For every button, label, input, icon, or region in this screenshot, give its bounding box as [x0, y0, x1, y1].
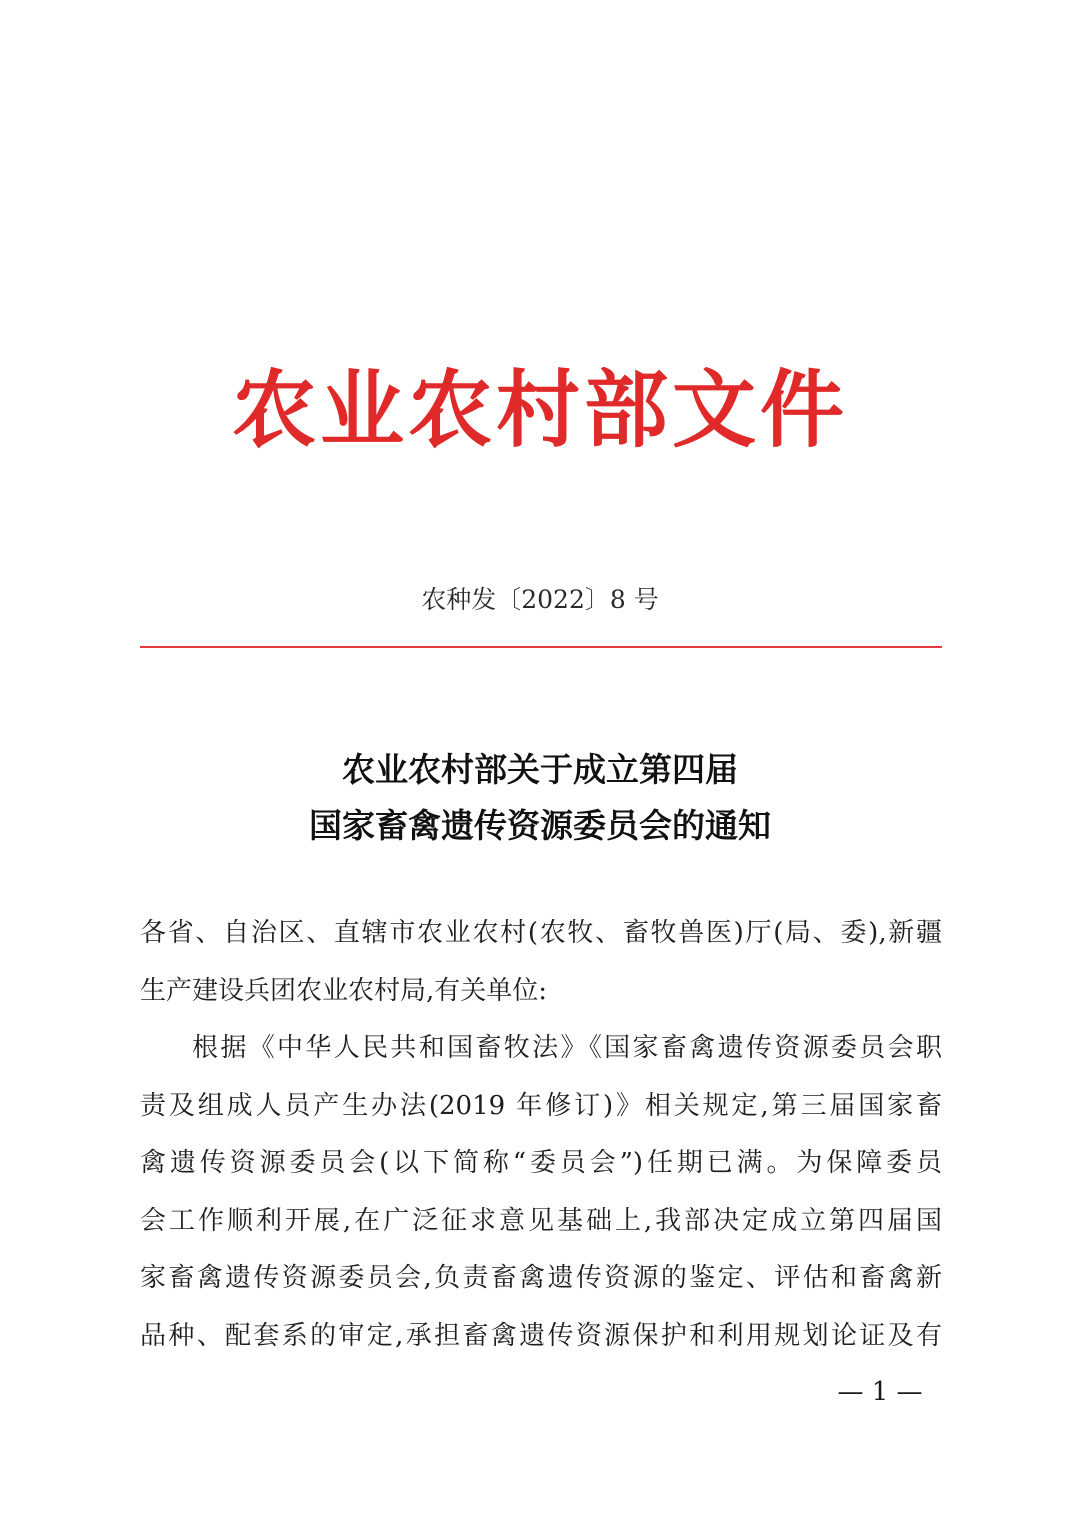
paragraph-line: 禽遗传资源委员会(以下简称“委员会”)任期已满。为保障委员: [140, 1148, 942, 1178]
paragraph-line: 家畜禽遗传资源委员会,负责畜禽遗传资源的鉴定、评估和畜禽新: [140, 1263, 942, 1293]
page-number: — 1 —: [837, 1377, 923, 1407]
document-number: 农种发〔2022〕8 号: [421, 585, 659, 614]
paragraph-line: 会工作顺利开展,在广泛征求意见基础上,我部决定成立第四届国: [140, 1205, 942, 1236]
addressee-line: 各省、自治区、直辖市农业农村(农牧、畜牧兽医)厅(局、委),新疆: [140, 918, 942, 948]
paragraph-line: 品种、配套系的审定,承担畜禽遗传资源保护和利用规划论证及有: [140, 1320, 942, 1351]
red-divider-line: [140, 646, 942, 648]
body-text: [140, 905, 942, 1365]
notice-title: [0, 742, 1080, 854]
notice-title-line-2: 国家畜禽遗传资源委员会的通知: [309, 806, 771, 845]
paragraph-line: 责及组成人员产生办法(2019 年修订)》相关规定,第三届国家畜: [140, 1090, 942, 1121]
notice-title-line-1: 农业农村部关于成立第四届: [342, 750, 738, 789]
addressee-line: 生产建设兵团农业农村局,有关单位:: [140, 975, 548, 1006]
paragraph-line: 根据《中华人民共和国畜牧法》《国家畜禽遗传资源委员会职: [192, 1033, 942, 1063]
masthead-title: 农业农村部文件: [231, 360, 848, 459]
